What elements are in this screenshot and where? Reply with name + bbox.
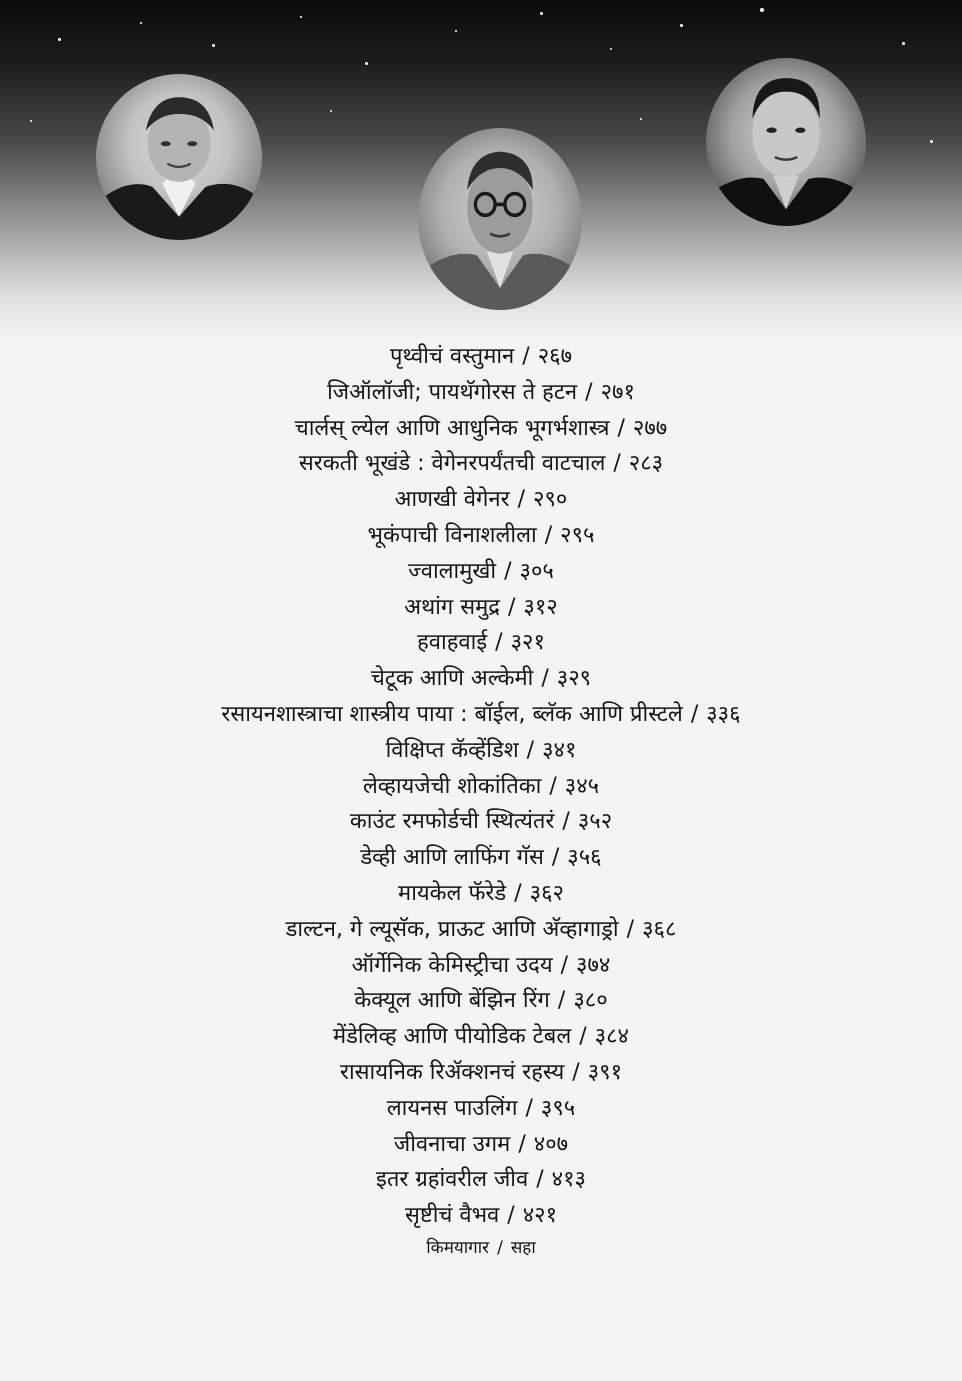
toc-entry-page: ३४५ (564, 773, 600, 799)
toc-separator: / (525, 1095, 533, 1121)
toc-entry-title: विक्षिप्त कॅव्हेंडिश (385, 737, 519, 763)
footer-separator: / (497, 1238, 503, 1258)
toc-entry-page: ३६२ (529, 880, 564, 906)
toc-separator: / (572, 1059, 580, 1085)
toc-entry-page: ३२१ (510, 630, 545, 656)
toc-entry-page: २९० (533, 487, 568, 513)
toc-entry (0, 697, 962, 733)
toc-entry-title: केक्यूल आणि बेंझिन रिंग (354, 988, 550, 1014)
toc-entry-title: मायकेल फॅरेडे (398, 880, 507, 906)
toc-entry-page: ३२९ (556, 666, 592, 692)
toc-entry (0, 482, 962, 518)
star-decoration (760, 8, 764, 12)
toc-entry-page: ३१२ (523, 594, 558, 620)
footer-page-number: सहा (510, 1238, 536, 1258)
toc-entry-page: ४२१ (522, 1203, 558, 1229)
toc-entry (0, 804, 962, 840)
toc-entry (0, 769, 962, 805)
toc-entry-title: मेंडेलिव्ह आणि पीयोडिक टेबल (333, 1024, 572, 1050)
toc-entry (0, 948, 962, 984)
star-decoration (640, 118, 642, 120)
toc-separator: / (690, 701, 699, 727)
toc-entry-title: रासायनिक रिॲक्शनचं रहस्य (339, 1059, 565, 1085)
toc-separator: / (522, 344, 530, 369)
toc-entry (0, 375, 962, 411)
page-footer (0, 1234, 962, 1262)
star-decoration (902, 42, 905, 45)
toc-separator: / (514, 880, 522, 906)
toc-entry-page: २७१ (600, 379, 635, 405)
portrait-photo-icon (418, 128, 582, 310)
toc-separator: / (517, 487, 525, 513)
toc-entry (0, 840, 962, 876)
toc-entry-page: ३४१ (542, 737, 577, 763)
toc-entry-page: ३८० (573, 988, 608, 1014)
toc-entry-title: ऑर्गेनिक केमिस्ट्रीचा उदय (351, 952, 553, 978)
star-decoration (330, 110, 332, 112)
toc-entry-page: २६७ (537, 344, 573, 369)
toc-separator: / (536, 1167, 544, 1193)
toc-entry-page: २९५ (560, 522, 595, 548)
toc-separator: / (626, 916, 635, 942)
toc-entry-title: हवाहवाई (417, 630, 488, 656)
toc-entry-title: जिऑलॉजी; पायथॅगोरस ते हटन (327, 379, 578, 405)
toc-entry-page: २७७ (632, 415, 668, 441)
star-decoration (30, 120, 32, 122)
star-decoration (540, 12, 543, 15)
toc-entry-page: २८३ (628, 451, 664, 477)
portrait-photo-icon (706, 58, 866, 226)
toc-entry-page: ४१३ (551, 1167, 586, 1193)
toc-entry (0, 1127, 962, 1163)
toc-entry-title: सरकती भूखंडे : वेगेनरपर्यंतची वाटचाल (298, 451, 606, 477)
toc-entry (0, 1055, 962, 1091)
toc-entry-page: ३९५ (540, 1095, 576, 1121)
star-decoration (455, 30, 457, 32)
star-decoration (58, 38, 61, 41)
toc-entry (0, 554, 962, 590)
table-of-contents (0, 339, 962, 1234)
toc-separator: / (507, 1203, 515, 1229)
star-decoration (930, 140, 933, 143)
star-decoration (365, 62, 368, 65)
toc-entry-page: ३५२ (577, 809, 613, 835)
portrait-photo-center (418, 128, 582, 310)
toc-entry (0, 661, 962, 697)
toc-entry (0, 1091, 962, 1127)
toc-separator: / (613, 451, 621, 477)
toc-entry (0, 912, 962, 948)
toc-entry (0, 733, 962, 769)
toc-separator: / (526, 737, 535, 763)
toc-entry-title: जीवनाचा उगम (393, 1131, 511, 1157)
toc-separator: / (544, 522, 553, 548)
toc-entry-title: लायनस पाउलिंग (386, 1095, 518, 1121)
toc-separator: / (562, 809, 570, 835)
toc-entry-title: रसायनशास्त्राचा शास्त्रीय पाया : बॉईल, ब्लॅक आणि प्रीस्टले (221, 701, 683, 727)
toc-entry (0, 625, 962, 661)
toc-entry-page: ३५६ (567, 845, 602, 871)
toc-entry-page: ३८४ (594, 1024, 629, 1050)
toc-entry-title: ज्वालामुखी (408, 558, 497, 584)
star-decoration (610, 48, 612, 50)
toc-entry-title: इतर ग्रहांवरील जीव (376, 1167, 529, 1193)
toc-entry-title: काउंट रमफोर्डची स्थित्यंतरं (349, 809, 555, 835)
toc-separator: / (549, 773, 557, 799)
toc-separator: / (541, 666, 549, 692)
toc-separator: / (557, 988, 566, 1014)
star-decoration (212, 44, 215, 47)
toc-entry-page: ३०५ (519, 558, 554, 584)
star-decoration (140, 22, 142, 24)
toc-entry-title: पृथ्वीचं वस्तुमान (389, 344, 515, 369)
toc-entry (0, 1198, 962, 1234)
toc-entry (0, 876, 962, 912)
toc-entry (0, 518, 962, 554)
toc-separator: / (617, 415, 625, 441)
toc-entry (0, 411, 962, 447)
portrait-photo-left (96, 74, 262, 240)
toc-separator: / (504, 558, 512, 584)
toc-entry (0, 1019, 962, 1055)
star-decoration (680, 24, 683, 27)
toc-entry (0, 983, 962, 1019)
footer-book-title: किमयागार (426, 1238, 490, 1258)
toc-separator: / (579, 1024, 587, 1050)
toc-entry-title: भूकंपाची विनाशलीला (367, 522, 537, 548)
toc-separator: / (495, 630, 503, 656)
portrait-photo-icon (96, 74, 262, 240)
toc-entry-title: अथांग समुद्र (404, 594, 500, 620)
toc-entry (0, 446, 962, 482)
toc-entry-page: ३७४ (576, 952, 611, 978)
toc-separator: / (585, 379, 593, 405)
toc-separator: / (507, 594, 516, 620)
toc-entry (0, 590, 962, 626)
toc-entry-title: डेव्ही आणि लाफिंग गॅस (360, 845, 544, 871)
toc-entry-title: आणखी वेगेनर (394, 487, 510, 513)
toc-entry-title: डाल्टन, गे ल्यूसॅक, प्राऊट आणि अ‍ॅव्हागाड्रो (285, 916, 619, 942)
toc-entry-page: ३९१ (587, 1059, 623, 1085)
portrait-photo-right (706, 58, 866, 226)
header-photo-banner (0, 0, 962, 340)
toc-entry (0, 339, 962, 375)
toc-entry-title: लेव्हायजेची शोकांतिका (362, 773, 542, 799)
toc-entry-title: चार्लस् ल्येल आणि आधुनिक भूगर्भशास्त्र (294, 415, 610, 441)
toc-entry-page: ३६८ (642, 916, 677, 942)
star-decoration (300, 16, 302, 18)
toc-separator: / (551, 845, 560, 871)
toc-separator: / (518, 1131, 526, 1157)
toc-separator: / (560, 952, 569, 978)
toc-entry (0, 1162, 962, 1198)
toc-entry-page: ३३६ (706, 701, 741, 727)
toc-entry-title: चेटूक आणि अल्केमी (370, 666, 534, 692)
toc-entry-page: ४०७ (533, 1131, 569, 1157)
toc-entry-title: सृष्टीचं वैभव (404, 1203, 500, 1229)
